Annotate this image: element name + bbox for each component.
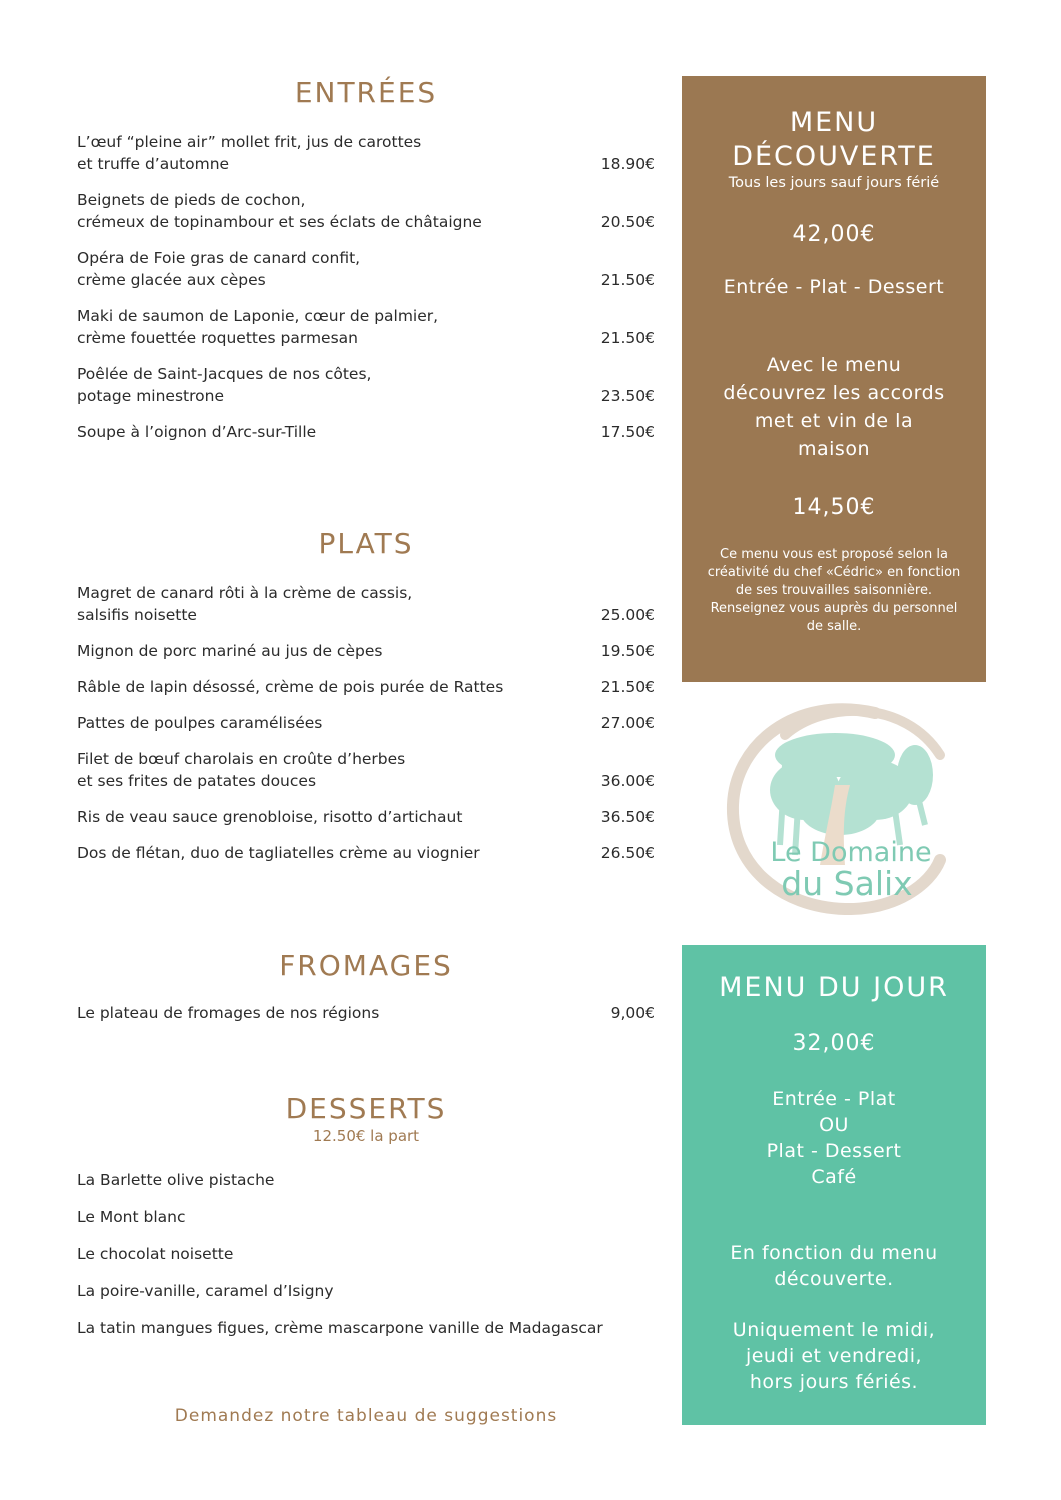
menu-item-price: 21.50€ (600, 329, 655, 347)
menu-item-price: 18.90€ (600, 155, 655, 173)
availability-line: jeudi et vendredi, (745, 1345, 923, 1367)
dessert-item: Le chocolat noisette (77, 1245, 234, 1263)
menu-item-name: Râble de lapin désossé, crème de pois purée de Rattes (77, 678, 504, 696)
dessert-list (77, 1169, 655, 1339)
info-line: découverte. (774, 1268, 894, 1290)
menu-item (77, 640, 655, 662)
menu-item-price: 19.50€ (600, 642, 655, 660)
menu-item-name: Soupe à l’oignon d’Arc-sur-Tille (77, 423, 317, 441)
menu-item-price: 26.50€ (600, 844, 655, 862)
menu-item-price: 27.00€ (600, 714, 655, 732)
menu-du-jour-options (682, 1086, 986, 1190)
dessert-item: Le Mont blanc (77, 1208, 186, 1226)
fromages-section (77, 949, 655, 1038)
menu-item-price: 36.50€ (600, 808, 655, 826)
menu-du-jour-price: 32,00€ (792, 1031, 876, 1056)
menu-item-name: Maki de saumon de Laponie, cœur de palmier, crème fouettée roquettes parmesan (77, 307, 439, 347)
section-title-plats: PLATS (318, 527, 414, 560)
menu-item-name: L’œuf “pleine air” mollet frit, jus de carottes et truffe d’automne (77, 133, 422, 173)
suggestions-note: Demandez notre tableau de suggestions (174, 1406, 558, 1426)
pairing-price: 14,50€ (792, 495, 876, 520)
dessert-item: La poire-vanille, caramel d’Isigny (77, 1282, 334, 1300)
logo-text-line1: Le Domaine (770, 837, 932, 868)
menu-item-name: Dos de flétan, duo de tagliatelles crème au viognier (77, 844, 480, 862)
menu-item (77, 131, 655, 175)
option-line: Entrée - Plat (772, 1088, 896, 1110)
menu-item-price: 21.50€ (600, 678, 655, 696)
menu-decouverte-title-line2: DÉCOUVERTE (732, 141, 936, 172)
info-line: En fonction du menu (730, 1242, 938, 1264)
menu-du-jour-panel (682, 945, 986, 1425)
plats-section (77, 527, 655, 878)
domaine-du-salix-logo (725, 695, 955, 915)
menu-decouverte-courses: Entrée - Plat - Dessert (723, 276, 945, 298)
menu-item-name: Beignets de pieds de cochon, crémeux de topinambour et ses éclats de châtaigne (77, 191, 482, 231)
menu-decouverte-price: 42,00€ (792, 222, 876, 247)
menu-item (77, 842, 655, 864)
menu-item-price: 21.50€ (600, 271, 655, 289)
menu-item (77, 748, 655, 792)
menu-item (77, 247, 655, 291)
menu-decouverte-note: Ce menu vous est proposé selon la créativité du chef «Cédric» en fonction de ses trouvailles saisonnière. Renseignez vous auprès du personnel de salle. (707, 547, 961, 634)
availability-line: hors jours fériés. (749, 1371, 919, 1393)
menu-item-list (77, 1002, 655, 1024)
menu-item-name: Poêlée de Saint-Jacques de nos côtes, potage minestrone (77, 365, 372, 405)
menu-item (77, 582, 655, 626)
menu-item-name: Le plateau de fromages de nos régions (77, 1004, 380, 1022)
section-title-desserts: DESSERTS (285, 1092, 447, 1125)
menu-item (77, 421, 655, 443)
availability-line: Uniquement le midi, (732, 1319, 936, 1341)
menu-item-price: 23.50€ (600, 387, 655, 405)
menu-item-name: Filet de bœuf charolais en croûte d’herbes et ses frites de patates douces (77, 750, 406, 790)
menu-item-name: Ris de veau sauce grenobloise, risotto d’artichaut (77, 808, 463, 826)
dessert-item: La tatin mangues figues, crème mascarpone vanille de Madagascar (77, 1319, 603, 1337)
pairing-line: maison (798, 438, 870, 460)
menu-item-name: Opéra de Foie gras de canard confit, crème glacée aux cèpes (77, 249, 361, 289)
menu-item-name: Magret de canard rôti à la crème de cassis, salsifis noisette (77, 584, 413, 624)
desserts-price-note: 12.50€ la part (312, 1127, 420, 1145)
pairing-line: découvrez les accords (723, 382, 945, 404)
menu-item (77, 712, 655, 734)
menu-item-price: 20.50€ (600, 213, 655, 231)
menu-item-price: 9,00€ (610, 1004, 655, 1022)
menu-decouverte-pairing (682, 351, 986, 463)
menu-item-name: Mignon de porc mariné au jus de cèpes (77, 642, 383, 660)
menu-item-price: 36.00€ (600, 772, 655, 790)
menu-decouverte-availability: Tous les jours sauf jours férié (728, 175, 940, 191)
menu-item (77, 305, 655, 349)
menu-item (77, 189, 655, 233)
menu-item (77, 1002, 655, 1024)
menu-item-price: 25.00€ (600, 606, 655, 624)
section-title-entrees: ENTRÉES (294, 76, 438, 109)
section-title-fromages: FROMAGES (279, 949, 453, 982)
menu-item-price: 17.50€ (600, 423, 655, 441)
menu-decouverte-title-line1: MENU (789, 107, 879, 138)
menu-decouverte-panel (682, 76, 986, 682)
logo-text-line2: du Salix (781, 864, 913, 903)
menu-item (77, 676, 655, 698)
menu-item (77, 806, 655, 828)
menu-item-name: Pattes de poulpes caramélisées (77, 714, 323, 732)
dessert-item: La Barlette olive pistache (77, 1171, 275, 1189)
menu-item-list (77, 131, 655, 443)
menu-item-list (77, 582, 655, 864)
menu-du-jour-availability (682, 1317, 986, 1395)
option-line: OU (819, 1114, 849, 1136)
option-line: Plat - Dessert (766, 1140, 902, 1162)
menu-item (77, 363, 655, 407)
entrees-section (77, 76, 655, 457)
desserts-section (77, 1092, 655, 1354)
menu-du-jour-info (682, 1240, 986, 1292)
pairing-line: met et vin de la (754, 410, 914, 432)
pairing-line: Avec le menu (766, 354, 902, 376)
menu-du-jour-title: MENU DU JOUR (719, 972, 949, 1003)
option-line: Café (811, 1166, 857, 1188)
